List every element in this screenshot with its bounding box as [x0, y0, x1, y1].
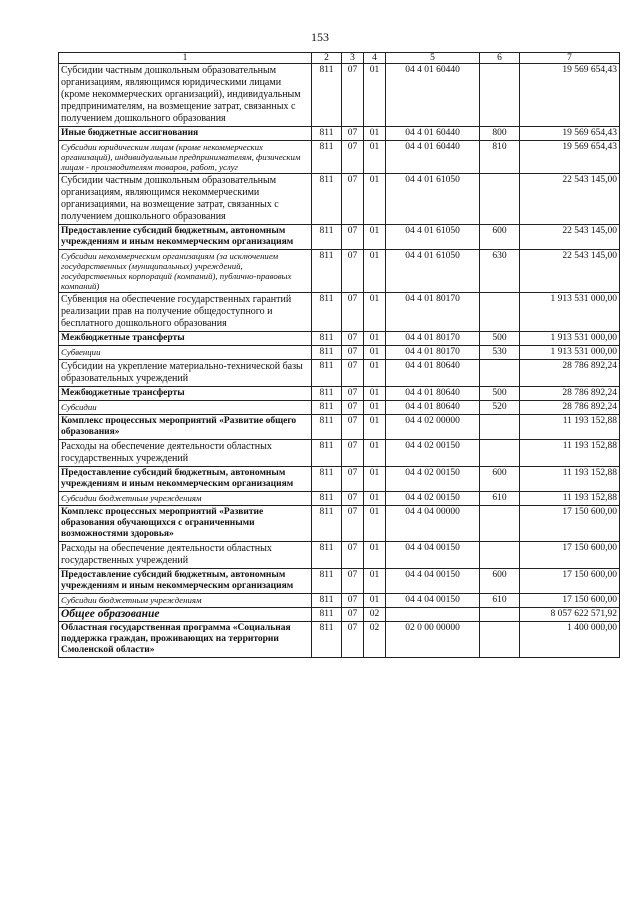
expense-type-cell: [480, 440, 520, 467]
target-article-cell: 04 4 01 80170: [386, 293, 480, 332]
subsection-cell: 01: [364, 332, 386, 346]
section-cell: 07: [342, 64, 364, 127]
amount-cell: 17 150 600,00: [520, 506, 620, 542]
subsection-cell: 01: [364, 360, 386, 387]
target-article-cell: 04 4 04 00150: [386, 569, 480, 594]
target-article-cell: 04 4 01 80640: [386, 387, 480, 401]
ministry-code-cell: 811: [312, 622, 342, 658]
section-cell: 07: [342, 569, 364, 594]
subsection-cell: 01: [364, 127, 386, 141]
subsection-cell: 01: [364, 64, 386, 127]
target-article-cell: 02 0 00 00000: [386, 622, 480, 658]
ministry-code-cell: 811: [312, 492, 342, 506]
section-cell: 07: [342, 506, 364, 542]
target-article-cell: 04 4 02 00150: [386, 440, 480, 467]
expense-type-cell: 800: [480, 127, 520, 141]
target-article-cell: 04 4 01 80170: [386, 332, 480, 346]
row-name-cell: Комплекс процессных мероприятий «Развитие образования обучающихся с ограниченными возможностями здоровья»: [59, 506, 312, 542]
amount-cell: 22 543 145,00: [520, 174, 620, 225]
row-name-cell: Комплекс процессных мероприятий «Развитие общего образования»: [59, 415, 312, 440]
expense-type-cell: [480, 64, 520, 127]
target-article-cell: 04 4 01 80640: [386, 360, 480, 387]
table-row: [59, 141, 620, 174]
target-article-cell: 04 4 04 00150: [386, 594, 480, 608]
row-name-cell: Расходы на обеспечение деятельности областных государственных учреждений: [59, 440, 312, 467]
ministry-code-cell: 811: [312, 127, 342, 141]
expense-type-cell: [480, 415, 520, 440]
section-cell: 07: [342, 141, 364, 174]
row-name-cell: Субсидии бюджетным учреждениям: [59, 594, 312, 608]
amount-cell: 11 193 152,88: [520, 467, 620, 492]
target-article-cell: 04 4 01 61050: [386, 174, 480, 225]
table-row: [59, 492, 620, 506]
subsection-cell: 01: [364, 174, 386, 225]
row-name-cell: Субсидии некоммерческим организациям (за исключением государственных (муниципальных) учреждений, государственных корпораций (компаний), публично-правовых компаний): [59, 250, 312, 293]
expense-type-cell: 500: [480, 387, 520, 401]
amount-cell: 11 193 152,88: [520, 415, 620, 440]
subsection-cell: 01: [364, 346, 386, 360]
table-row: [59, 594, 620, 608]
subsection-cell: 01: [364, 506, 386, 542]
amount-cell: 28 786 892,24: [520, 360, 620, 387]
amount-cell: 22 543 145,00: [520, 225, 620, 250]
ministry-code-cell: 811: [312, 506, 342, 542]
subsection-cell: 01: [364, 401, 386, 415]
subsection-cell: 01: [364, 250, 386, 293]
header-cell: 5: [386, 53, 480, 64]
section-cell: 07: [342, 608, 364, 622]
subsection-cell: 01: [364, 569, 386, 594]
subsection-cell: 01: [364, 141, 386, 174]
header-cell: 1: [59, 53, 312, 64]
subsection-cell: 01: [364, 415, 386, 440]
section-cell: 07: [342, 440, 364, 467]
table-row: [59, 127, 620, 141]
ministry-code-cell: 811: [312, 346, 342, 360]
amount-cell: 11 193 152,88: [520, 492, 620, 506]
row-name-cell: Субвенции: [59, 346, 312, 360]
amount-cell: 19 569 654,43: [520, 127, 620, 141]
table-row: [59, 346, 620, 360]
table-row: [59, 387, 620, 401]
expense-type-cell: 530: [480, 346, 520, 360]
amount-cell: 17 150 600,00: [520, 542, 620, 569]
section-cell: 07: [342, 225, 364, 250]
amount-cell: 1 913 531 000,00: [520, 332, 620, 346]
target-article-cell: 04 4 02 00150: [386, 492, 480, 506]
expense-type-cell: [480, 622, 520, 658]
ministry-code-cell: 811: [312, 360, 342, 387]
target-article-cell: 04 4 02 00150: [386, 467, 480, 492]
row-name-cell: Субсидии частным дошкольным образовательным организациям, являющимся юридическими лицами (кроме некоммерческих организаций), индивидуальным предпринимателям, на возмещение затрат, связанных с получением дошкольного образования: [59, 64, 312, 127]
row-name-cell: Иные бюджетные ассигнования: [59, 127, 312, 141]
table-row: [59, 542, 620, 569]
expense-type-cell: 520: [480, 401, 520, 415]
table-row: [59, 440, 620, 467]
row-name-cell: Предоставление субсидий бюджетным, автономным учреждениям и иным некоммерческим организациям: [59, 225, 312, 250]
row-name-cell: Общее образование: [59, 608, 312, 622]
expense-type-cell: 630: [480, 250, 520, 293]
expense-type-cell: 600: [480, 225, 520, 250]
table-row: [59, 360, 620, 387]
ministry-code-cell: 811: [312, 594, 342, 608]
target-article-cell: 04 4 01 61050: [386, 225, 480, 250]
ministry-code-cell: 811: [312, 569, 342, 594]
target-article-cell: 04 4 01 60440: [386, 141, 480, 174]
table-row: [59, 401, 620, 415]
section-cell: 07: [342, 415, 364, 440]
section-cell: 07: [342, 492, 364, 506]
table-row: [59, 622, 620, 658]
section-cell: 07: [342, 174, 364, 225]
row-name-cell: Субсидии на укрепление материально-технической базы образовательных учреждений: [59, 360, 312, 387]
subsection-cell: 02: [364, 622, 386, 658]
ministry-code-cell: 811: [312, 250, 342, 293]
amount-cell: 17 150 600,00: [520, 569, 620, 594]
page-number: 153: [311, 30, 329, 44]
table-row: [59, 174, 620, 225]
table-row: [59, 225, 620, 250]
header-cell: 6: [480, 53, 520, 64]
subsection-cell: 01: [364, 387, 386, 401]
target-article-cell: 04 4 04 00150: [386, 542, 480, 569]
amount-cell: 19 569 654,43: [520, 141, 620, 174]
expense-type-cell: [480, 506, 520, 542]
table-row: [59, 293, 620, 332]
expense-type-cell: [480, 174, 520, 225]
header-cell: 4: [364, 53, 386, 64]
header-cell: 7: [520, 53, 620, 64]
row-name-cell: Областная государственная программа «Социальная поддержка граждан, проживающих на территории Смоленской области»: [59, 622, 312, 658]
amount-cell: 28 786 892,24: [520, 387, 620, 401]
row-name-cell: Субсидии юридическим лицам (кроме некоммерческих организаций), индивидуальным предпринимателям, физическим лицам - производителям товаров, работ, услуг: [59, 141, 312, 174]
ministry-code-cell: 811: [312, 174, 342, 225]
target-article-cell: [386, 608, 480, 622]
amount-cell: 28 786 892,24: [520, 401, 620, 415]
section-cell: 07: [342, 360, 364, 387]
subsection-cell: 01: [364, 225, 386, 250]
subsection-cell: 01: [364, 542, 386, 569]
target-article-cell: 04 4 01 60440: [386, 127, 480, 141]
section-cell: 07: [342, 332, 364, 346]
section-cell: 07: [342, 387, 364, 401]
row-name-cell: Субсидии бюджетным учреждениям: [59, 492, 312, 506]
ministry-code-cell: 811: [312, 141, 342, 174]
table-row: [59, 506, 620, 542]
table-row: [59, 415, 620, 440]
subsection-cell: 01: [364, 467, 386, 492]
amount-cell: 1 913 531 000,00: [520, 293, 620, 332]
table-header-row: [59, 53, 620, 64]
section-cell: 07: [342, 401, 364, 415]
row-name-cell: Предоставление субсидий бюджетным, автономным учреждениям и иным некоммерческим организациям: [59, 569, 312, 594]
target-article-cell: 04 4 01 61050: [386, 250, 480, 293]
row-name-cell: Расходы на обеспечение деятельности областных государственных учреждений: [59, 542, 312, 569]
table-row: [59, 250, 620, 293]
budget-table: [58, 52, 620, 658]
row-name-cell: Субсидии: [59, 401, 312, 415]
section-cell: 07: [342, 467, 364, 492]
row-name-cell: Предоставление субсидий бюджетным, автономным учреждениям и иным некоммерческим организациям: [59, 467, 312, 492]
target-article-cell: 04 4 01 80170: [386, 346, 480, 360]
section-cell: 07: [342, 127, 364, 141]
target-article-cell: 04 4 04 00000: [386, 506, 480, 542]
table-row: [59, 64, 620, 127]
amount-cell: 11 193 152,88: [520, 440, 620, 467]
amount-cell: 1 400 000,00: [520, 622, 620, 658]
section-cell: 07: [342, 622, 364, 658]
amount-cell: 1 913 531 000,00: [520, 346, 620, 360]
ministry-code-cell: 811: [312, 467, 342, 492]
table-row: [59, 332, 620, 346]
amount-cell: 22 543 145,00: [520, 250, 620, 293]
expense-type-cell: 500: [480, 332, 520, 346]
table-row: [59, 467, 620, 492]
header-cell: 3: [342, 53, 364, 64]
section-cell: 07: [342, 346, 364, 360]
row-name-cell: Межбюджетные трансферты: [59, 332, 312, 346]
expense-type-cell: [480, 608, 520, 622]
row-name-cell: Субвенция на обеспечение государственных гарантий реализации прав на получение общедоступного и бесплатного дошкольного образования: [59, 293, 312, 332]
header-cell: 2: [312, 53, 342, 64]
expense-type-cell: 600: [480, 467, 520, 492]
target-article-cell: 04 4 01 60440: [386, 64, 480, 127]
ministry-code-cell: 811: [312, 401, 342, 415]
amount-cell: 19 569 654,43: [520, 64, 620, 127]
subsection-cell: 01: [364, 594, 386, 608]
expense-type-cell: 810: [480, 141, 520, 174]
table-row: [59, 608, 620, 622]
row-name-cell: Межбюджетные трансферты: [59, 387, 312, 401]
ministry-code-cell: 811: [312, 440, 342, 467]
expense-type-cell: [480, 293, 520, 332]
amount-cell: 8 057 622 571,92: [520, 608, 620, 622]
ministry-code-cell: 811: [312, 293, 342, 332]
ministry-code-cell: 811: [312, 64, 342, 127]
target-article-cell: 04 4 02 00000: [386, 415, 480, 440]
row-name-cell: Субсидии частным дошкольным образовательным организациям, являющимся некоммерческими организациями, на возмещение затрат, связанных с получением дошкольного образования: [59, 174, 312, 225]
section-cell: 07: [342, 293, 364, 332]
subsection-cell: 01: [364, 293, 386, 332]
expense-type-cell: 610: [480, 594, 520, 608]
section-cell: 07: [342, 542, 364, 569]
ministry-code-cell: 811: [312, 387, 342, 401]
ministry-code-cell: 811: [312, 225, 342, 250]
subsection-cell: 01: [364, 492, 386, 506]
ministry-code-cell: 811: [312, 332, 342, 346]
subsection-cell: 02: [364, 608, 386, 622]
expense-type-cell: [480, 542, 520, 569]
table-row: [59, 569, 620, 594]
target-article-cell: 04 4 01 80640: [386, 401, 480, 415]
expense-type-cell: [480, 360, 520, 387]
subsection-cell: 01: [364, 440, 386, 467]
ministry-code-cell: 811: [312, 608, 342, 622]
amount-cell: 17 150 600,00: [520, 594, 620, 608]
section-cell: 07: [342, 250, 364, 293]
expense-type-cell: 610: [480, 492, 520, 506]
expense-type-cell: 600: [480, 569, 520, 594]
ministry-code-cell: 811: [312, 415, 342, 440]
section-cell: 07: [342, 594, 364, 608]
ministry-code-cell: 811: [312, 542, 342, 569]
